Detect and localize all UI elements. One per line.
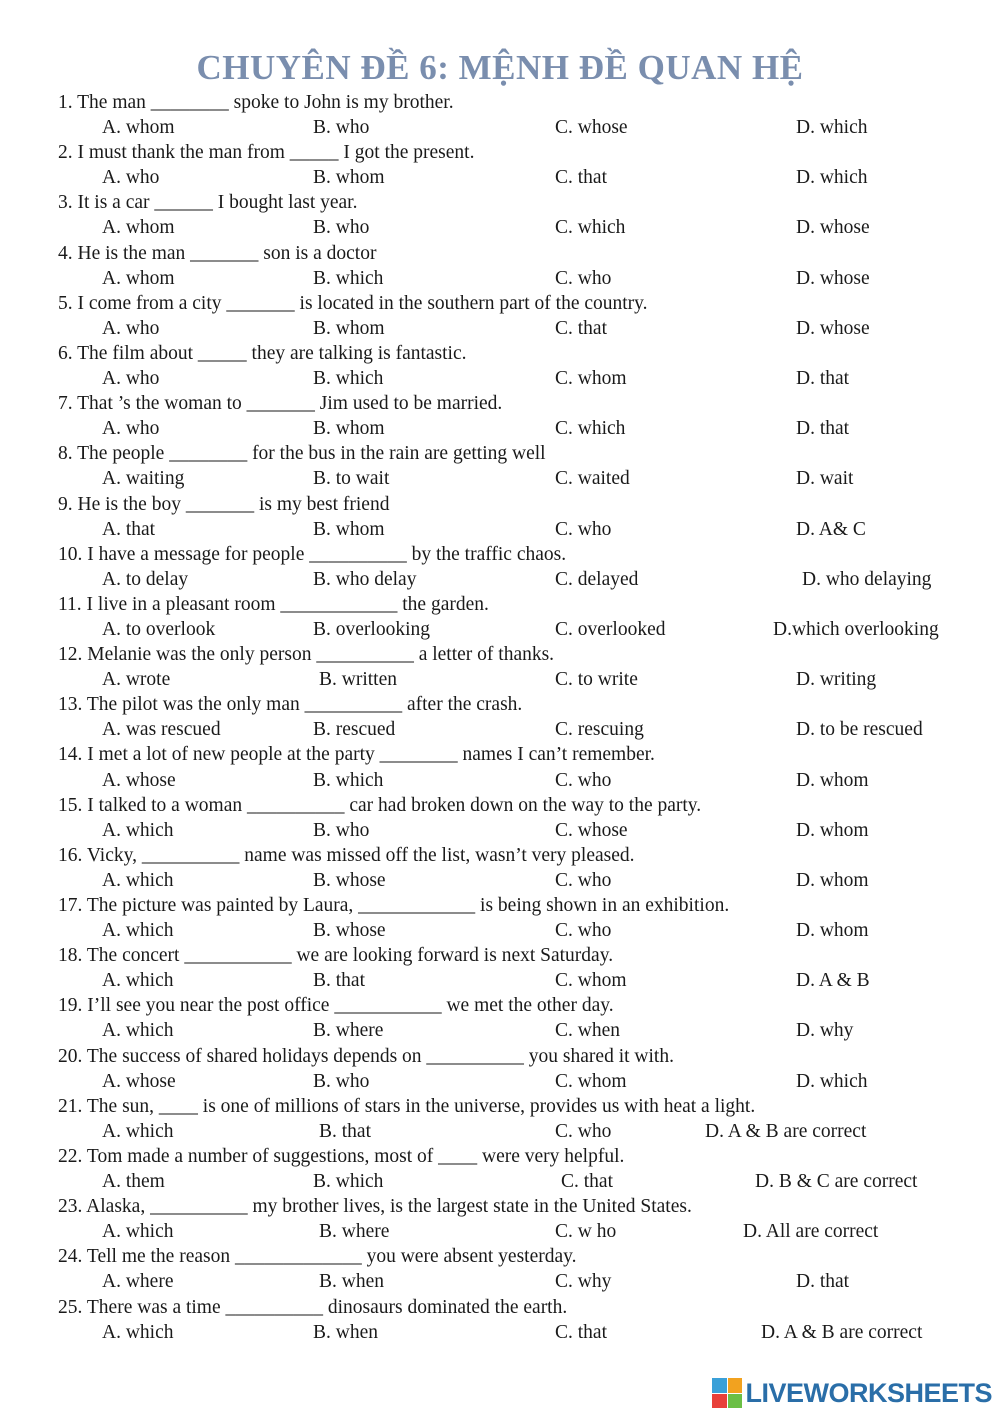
question-4-options [58, 266, 978, 291]
question-8: 8. The people ________ for the bus in the rain are getting well [58, 443, 546, 465]
option-b[interactable]: B. where [313, 1020, 384, 1042]
option-c[interactable]: C. which [555, 217, 626, 239]
question-5: 5. I come from a city _______ is located in the southern part of the country. [58, 292, 648, 314]
option-a[interactable]: A. whose [102, 1070, 176, 1092]
question-17: 17. The picture was painted by Laura, ____________ is being shown in an exhibition. [58, 895, 730, 916]
question-25-options [58, 1320, 978, 1345]
question-17-options [58, 918, 978, 943]
option-d[interactable]: D. which [796, 117, 868, 139]
question-3: 3. It is a car ______ I bought last year. [58, 192, 358, 214]
question-15-options [58, 818, 978, 843]
question-23: 23. Alaska, __________ my brother lives, is the largest state in the United States. [58, 1196, 692, 1218]
option-c[interactable]: C. whose [555, 819, 628, 841]
question-19-options [58, 1018, 978, 1043]
option-a[interactable]: A. waiting [102, 468, 185, 490]
option-d[interactable]: D. A & B are correct [761, 1321, 923, 1343]
option-d[interactable]: D. that [796, 418, 850, 440]
question-13-options [58, 717, 978, 742]
question-15: 15. I talked to a woman __________ car had broken down on the way to the party. [58, 794, 702, 816]
option-d[interactable]: D. that [796, 1271, 850, 1293]
option-b[interactable]: B. when [313, 1321, 378, 1343]
option-d[interactable]: D. A & B [796, 970, 870, 992]
question-5-options [58, 316, 978, 341]
question-21: 21. The sun, ____ is one of millions of stars in the universe, provides us with heat a light. [58, 1095, 756, 1117]
option-b[interactable]: B. overlooking [313, 618, 430, 640]
option-d[interactable]: D. whom [796, 869, 869, 891]
logo-square-orange [728, 1378, 743, 1393]
question-10-options [58, 567, 978, 592]
question-9: 9. He is the boy _______ is my best friend [58, 493, 390, 515]
option-c[interactable]: C. whom [555, 1070, 627, 1092]
question-14-options [58, 768, 978, 793]
question-20: 20. The success of shared holidays depends on __________ you shared it with. [58, 1045, 674, 1067]
option-d[interactable]: D. who delaying [802, 568, 932, 590]
option-c[interactable]: C. delayed [555, 568, 639, 590]
option-c[interactable]: C. who [555, 1120, 612, 1142]
option-a[interactable]: A. which [102, 970, 174, 992]
question-8-options [58, 466, 978, 491]
option-d[interactable]: D. whom [796, 920, 869, 942]
page-title: CHUYÊN ĐỀ 6: MỆNH ĐỀ QUAN HỆ [196, 48, 804, 87]
option-b[interactable]: B. which [313, 267, 384, 289]
option-d[interactable]: D. B & C are correct [755, 1171, 918, 1193]
option-a[interactable]: A. that [102, 518, 156, 540]
question-list [58, 90, 978, 1345]
option-a[interactable]: A. who [102, 167, 160, 189]
option-b[interactable]: B. whom [313, 518, 385, 540]
option-a[interactable]: A. where [102, 1271, 174, 1293]
option-b[interactable]: B. whose [313, 920, 386, 942]
question-18-options [58, 968, 978, 993]
option-d[interactable]: D. which [796, 1070, 868, 1092]
question-16: 16. Vicky, __________ name was missed off the list, wasn’t very pleased. [58, 844, 635, 866]
option-c[interactable]: C. rescuing [555, 719, 644, 741]
brand-text: LIVEWORKSHEETS [745, 1377, 992, 1408]
question-18: 18. The concert ___________ we are looking forward is next Saturday. [58, 945, 614, 967]
question-9-options [58, 517, 978, 542]
option-c[interactable]: C. to write [555, 669, 638, 691]
question-6: 6. The film about _____ they are talking is fantastic. [58, 342, 467, 364]
question-23-options [58, 1219, 978, 1244]
option-a[interactable]: A. wrote [102, 669, 171, 691]
option-b[interactable]: B. which [313, 368, 384, 390]
option-d[interactable]: D. writing [796, 669, 877, 691]
question-11-options [58, 617, 978, 642]
option-b[interactable]: B. who [313, 217, 370, 239]
option-a[interactable]: A. whom [102, 267, 175, 289]
option-d[interactable]: D. whom [796, 769, 869, 791]
question-25: 25. There was a time __________ dinosaurs dominated the earth. [58, 1296, 568, 1318]
option-a[interactable]: A. who [102, 418, 160, 440]
option-b[interactable]: B. that [313, 970, 365, 992]
question-11: 11. I live in a pleasant room ____________ the garden. [58, 593, 489, 615]
option-b[interactable]: B. who delay [313, 568, 417, 590]
option-d[interactable]: D. whose [796, 317, 870, 339]
option-a[interactable]: A. which [102, 1221, 174, 1243]
logo-square-red [712, 1394, 727, 1409]
option-b[interactable]: B. whom [313, 418, 385, 440]
option-a[interactable]: A. to overlook [102, 618, 216, 640]
liveworksheets-logo-icon [712, 1378, 742, 1408]
option-d[interactable]: D. whose [796, 267, 870, 289]
option-d[interactable]: D. that [796, 368, 850, 390]
question-12: 12. Melanie was the only person __________ a letter of thanks. [58, 644, 555, 666]
option-c[interactable]: C. whom [555, 368, 627, 390]
question-14: 14. I met a lot of new people at the party ________ names I can’t remember. [58, 744, 655, 766]
option-b[interactable]: B. rescued [313, 719, 396, 741]
question-1: 1. The man ________ spoke to John is my brother. [58, 92, 454, 113]
option-a[interactable]: A. to delay [102, 568, 189, 590]
option-c[interactable]: C. who [555, 769, 612, 791]
question-3-options [58, 215, 978, 240]
option-b[interactable]: B. whom [313, 317, 385, 339]
option-b[interactable]: B. who [313, 1070, 370, 1092]
option-b[interactable]: B. who [313, 819, 370, 841]
option-b[interactable]: B. when [319, 1271, 384, 1293]
question-4: 4. He is the man _______ son is a doctor [58, 242, 377, 264]
question-2: 2. I must thank the man from _____ I got the present. [58, 142, 475, 164]
question-22: 22. Tom made a number of suggestions, most of ____ were very helpful. [58, 1145, 625, 1167]
option-c[interactable]: C. that [561, 1171, 613, 1193]
liveworksheets-brand [712, 1376, 992, 1410]
question-24: 24. Tell me the reason _____________ you were absent yesterday. [58, 1246, 577, 1268]
option-a[interactable]: A. which [102, 1120, 174, 1142]
question-22-options [58, 1169, 978, 1194]
option-c[interactable]: C. why [555, 1271, 612, 1293]
option-d[interactable]: D. to be rescued [796, 719, 923, 741]
question-1-options [58, 115, 978, 140]
option-a[interactable]: A. which [102, 920, 174, 942]
option-c[interactable]: C. that [555, 317, 607, 339]
logo-square-green [728, 1394, 743, 1409]
question-10: 10. I have a message for people __________ by the traffic chaos. [58, 543, 567, 565]
option-b[interactable]: B. which [313, 1171, 384, 1193]
option-d[interactable]: D. wait [796, 468, 854, 490]
option-c[interactable]: C. when [555, 1020, 620, 1042]
question-2-options [58, 165, 978, 190]
option-a[interactable]: A. which [102, 1321, 174, 1343]
option-d[interactable]: D. whom [796, 819, 869, 841]
option-c[interactable]: C. who [555, 920, 612, 942]
option-d[interactable]: D. why [796, 1020, 854, 1042]
option-a[interactable]: A. whom [102, 117, 175, 139]
option-a[interactable]: A. which [102, 819, 174, 841]
option-d[interactable]: D. All are correct [743, 1221, 879, 1243]
option-b[interactable]: B. written [319, 669, 397, 691]
option-c[interactable]: C. which [555, 418, 626, 440]
question-7: 7. That ’s the woman to _______ Jim used to be married. [58, 393, 503, 415]
option-a[interactable]: A. whom [102, 217, 175, 239]
option-d[interactable]: D. which [796, 167, 868, 189]
question-24-options [58, 1269, 978, 1294]
logo-square-blue [712, 1378, 727, 1393]
option-b[interactable]: B. which [313, 769, 384, 791]
option-d[interactable]: D. A& C [796, 518, 866, 540]
question-7-options [58, 416, 978, 441]
option-b[interactable]: B. to wait [313, 468, 390, 490]
option-c[interactable]: C. waited [555, 468, 630, 490]
option-c[interactable]: C. whom [555, 970, 627, 992]
question-13: 13. The pilot was the only man __________ after the crash. [58, 694, 523, 716]
question-6-options [58, 366, 978, 391]
option-c[interactable]: C. who [555, 267, 612, 289]
option-c[interactable]: C. who [555, 518, 612, 540]
question-19: 19. I’ll see you near the post office ___________ we met the other day. [58, 995, 614, 1017]
option-b[interactable]: B. that [319, 1120, 371, 1142]
option-c[interactable]: C. w ho [555, 1221, 617, 1243]
option-a[interactable]: A. which [102, 869, 174, 891]
option-a[interactable]: A. who [102, 368, 160, 390]
option-c[interactable]: C. who [555, 869, 612, 891]
option-b[interactable]: B. whose [313, 869, 386, 891]
question-21-options [58, 1119, 978, 1144]
option-b[interactable]: B. whom [313, 167, 385, 189]
option-c[interactable]: C. that [555, 1321, 607, 1343]
option-d[interactable]: D. whose [796, 217, 870, 239]
option-a[interactable]: A. whose [102, 769, 176, 791]
option-d[interactable]: D. A & B are correct [705, 1120, 867, 1142]
option-c[interactable]: C. that [555, 167, 607, 189]
option-c[interactable]: C. whose [555, 117, 628, 139]
question-20-options [58, 1069, 978, 1094]
option-b[interactable]: B. where [319, 1221, 390, 1243]
question-12-options [58, 667, 978, 692]
question-16-options [58, 868, 978, 893]
option-d[interactable]: D.which overlooking [773, 618, 939, 640]
option-a[interactable]: A. who [102, 317, 160, 339]
option-a[interactable]: A. which [102, 1020, 174, 1042]
option-c[interactable]: C. overlooked [555, 618, 666, 640]
option-a[interactable]: A. them [102, 1171, 165, 1193]
option-a[interactable]: A. was rescued [102, 719, 221, 741]
option-b[interactable]: B. who [313, 117, 370, 139]
